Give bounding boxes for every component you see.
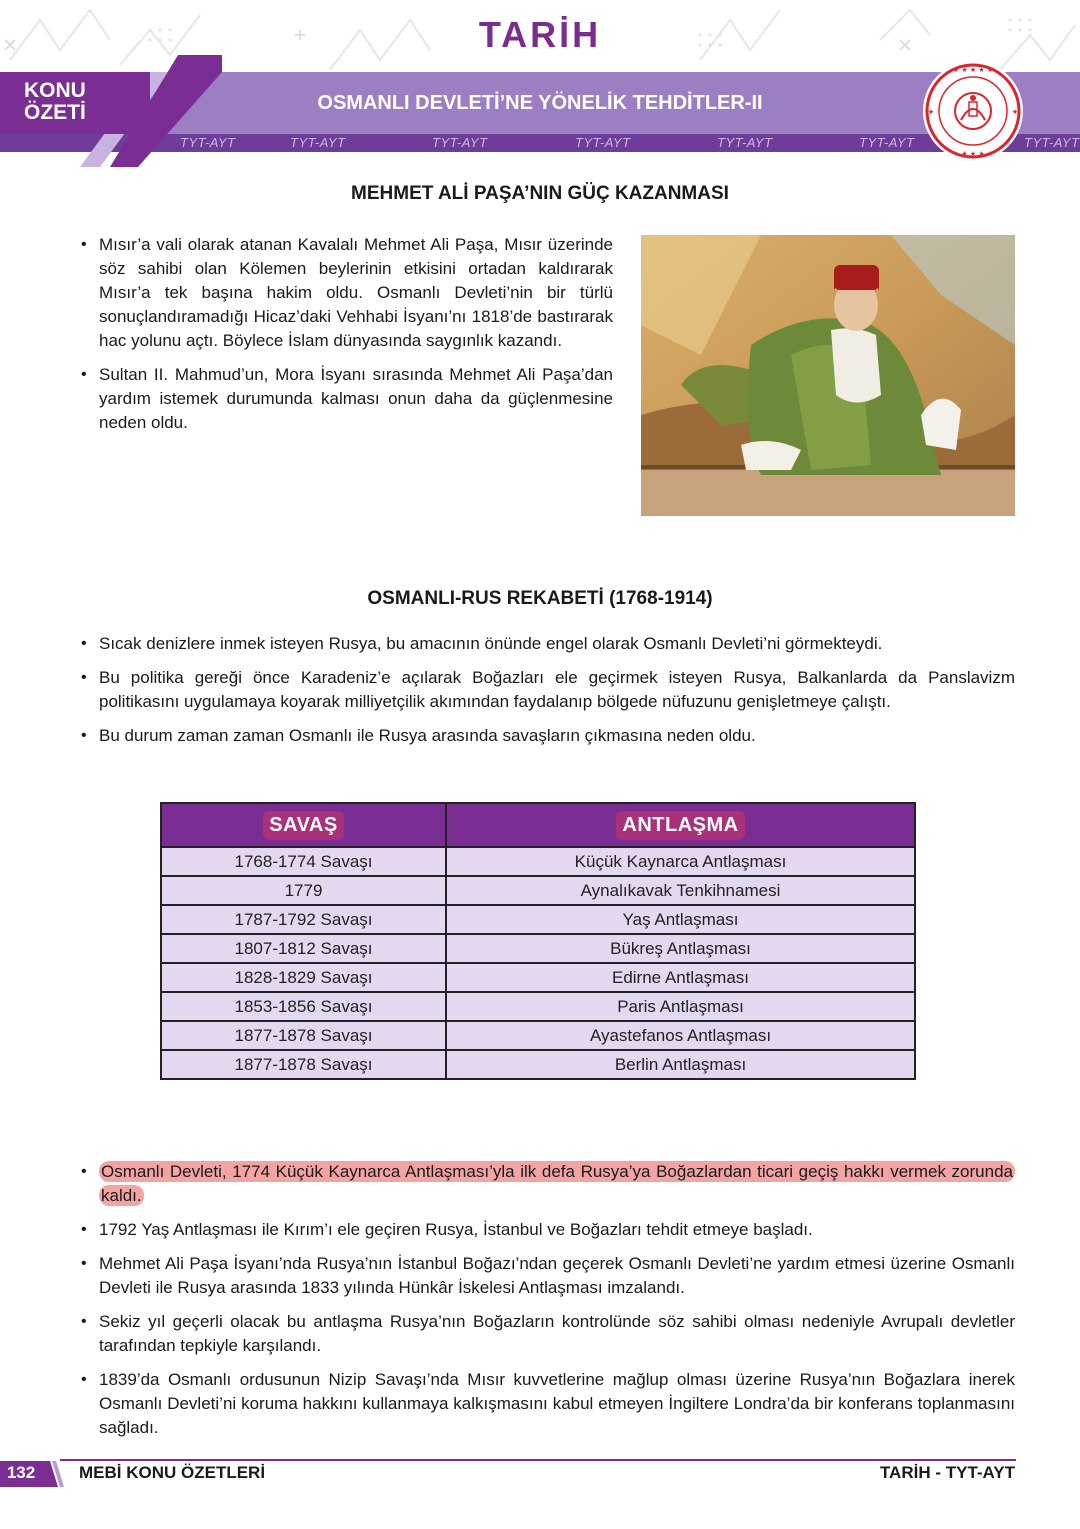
war-cell: 1807-1812 Savaşı xyxy=(161,934,446,963)
war-cell: 1787-1792 Savaşı xyxy=(161,905,446,934)
treaty-cell: Berlin Antlaşması xyxy=(446,1050,915,1079)
list-item: • Bu politika gereği önce Karadeniz’e açılarak Boğazları ele geçirmek isteyen Rusya, Balkanlarda da Panslavizm politikasını uygulamaya koyarak milliyetçilik akımından faydalanıp bölgede nüfuzunu genişletmeye çalıştı. xyxy=(81,666,1015,714)
footer-subject: TARİH - TYT-AYT xyxy=(879,1463,1015,1482)
konu-ozeti-label xyxy=(24,80,86,124)
section-title-mehmet-ali: MEHMET ALİ PAŞA’NIN GÜÇ KAZANMASI xyxy=(351,183,729,204)
war-cell: 1877-1878 Savaşı xyxy=(161,1050,446,1079)
tyt-tag: TYT-AYT xyxy=(1024,135,1080,150)
war-cell: 1877-1878 Savaşı xyxy=(161,1021,446,1050)
war-treaty-table xyxy=(160,802,916,1080)
treaty-cell: Edirne Antlaşması xyxy=(446,963,915,992)
tyt-tag: TYT-AYT xyxy=(717,135,773,150)
highlighted-text: Osmanlı Devleti, 1774 Küçük Kaynarca Antlaşması’yla ilk defa Rusya’ya Boğazlardan ticari geçiş hakkı vermek zorunda kaldı. xyxy=(101,1162,1013,1205)
mehmet-ali-pasa-portrait xyxy=(641,235,1015,516)
konu-label: KONU xyxy=(24,79,86,102)
treaty-cell: Ayastefanos Antlaşması xyxy=(446,1021,915,1050)
treaty-cell: Küçük Kaynarca Antlaşması xyxy=(446,847,915,876)
table-row xyxy=(161,905,915,934)
section3-bullets xyxy=(81,1160,1015,1450)
header-antlasma xyxy=(446,803,915,847)
table-row xyxy=(161,934,915,963)
tyt-tag: TYT-AYT xyxy=(575,135,631,150)
tyt-tag: TYT-AYT xyxy=(432,135,488,150)
page-title: OSMANLI DEVLETİ’NE YÖNELİK TEHDİTLER-II xyxy=(317,92,763,114)
treaty-cell: Yaş Antlaşması xyxy=(446,905,915,934)
war-cell: 1828-1829 Savaşı xyxy=(161,963,446,992)
svg-text:★: ★ xyxy=(1011,108,1019,116)
meb-emblem-icon xyxy=(917,62,1029,162)
footer-line xyxy=(60,1459,1016,1461)
list-item: • Sıcak denizlere inmek isteyen Rusya, bu amacının önünde engel olarak Osmanlı Devleti’ni görmekteydi. xyxy=(81,632,1015,656)
table-row xyxy=(161,847,915,876)
treaty-cell: Bükreş Antlaşması xyxy=(446,934,915,963)
treaty-cell: Paris Antlaşması xyxy=(446,992,915,1021)
section-title-osmanli-rus: OSMANLI-RUS REKABETİ (1768-1914) xyxy=(367,588,713,609)
table-header-row xyxy=(161,803,915,847)
list-item-highlighted xyxy=(81,1160,1015,1208)
header-antlasma-label: ANTLAŞMA xyxy=(616,811,744,840)
war-cell: 1779 xyxy=(161,876,446,905)
war-cell: 1768-1774 Savaşı xyxy=(161,847,446,876)
svg-text:★ ★ ★ ★ ★: ★ ★ ★ ★ ★ xyxy=(952,66,994,74)
list-item: • Sultan II. Mahmud’un, Mora İsyanı sırasında Mehmet Ali Paşa’dan yardım istemek durumunda kalması onun daha da güçlenmesine neden oldu. xyxy=(81,363,613,435)
footer-publisher: MEBİ KONU ÖZETLERİ xyxy=(79,1463,266,1482)
section1-bullets xyxy=(81,233,613,445)
svg-text:★ ★ ★ ★ ★: ★ ★ ★ ★ ★ xyxy=(952,150,994,158)
ozeti-label: ÖZETİ xyxy=(24,101,86,124)
table-row xyxy=(161,992,915,1021)
table-row xyxy=(161,1021,915,1050)
tyt-tag: TYT-AYT xyxy=(859,135,915,150)
tyt-tag: TYT-AYT xyxy=(180,135,236,150)
tyt-tag: TYT-AYT xyxy=(290,135,346,150)
table-row xyxy=(161,876,915,905)
war-cell: 1853-1856 Savaşı xyxy=(161,992,446,1021)
subject-title: TARİH xyxy=(478,14,602,55)
list-item: • Mısır’a vali olarak atanan Kavalalı Mehmet Ali Paşa, Mısır üzerinde söz sahibi olan Kölemen beylerinin etkisini ortadan kaldırarak Mısır’a tek başına hakim oldu. Osmanlı Devleti’nin bir türlü sonuçlandıramadığı Hicaz’daki Vehhabi İsyanı’nı 1818’de bastırarak hac yolunu açtı. Böylece İslam dünyasında saygınlık kazandı. xyxy=(81,233,613,353)
svg-text:★: ★ xyxy=(927,108,935,116)
list-item: • 1792 Yaş Antlaşması ile Kırım’ı ele geçiren Rusya, İstanbul ve Boğazları tehdit etmeye başladı. xyxy=(81,1218,1015,1242)
table-row xyxy=(161,1050,915,1079)
table-row xyxy=(161,963,915,992)
list-item: • 1839’da Osmanlı ordusunun Nizip Savaşı’nda Mısır kuvvetlerine mağlup olması üzerine Rusya’nın Boğazlara inerek Osmanlı Devleti’ni koruma hakkını kullanmaya kalkışmasını kabul etmeyen İngiltere Londra’da bir konferans toplanmasını sağladı. xyxy=(81,1368,1015,1440)
header-savas-label: SAVAŞ xyxy=(263,811,343,840)
list-item: • Mehmet Ali Paşa İsyanı’nda Rusya’nın İstanbul Boğazı’ndan geçerek Osmanlı Devleti’ne yardım etmesi üzerine Osmanlı Devleti ile Rusya arasında 1833 yılında Hünkâr İskelesi Antlaşması imzalandı. xyxy=(81,1252,1015,1300)
page-number: 132 xyxy=(6,1463,36,1482)
footer-stripe-icon xyxy=(42,1461,68,1487)
list-item: • Bu durum zaman zaman Osmanlı ile Rusya arasında savaşların çıkmasına neden oldu. xyxy=(81,724,1015,748)
list-item: • Sekiz yıl geçerli olacak bu antlaşma Rusya’nın Boğazların kontrolünde söz sahibi olması nedeniyle Avrupalı devletler tarafından tepkiyle karşılandı. xyxy=(81,1310,1015,1358)
header-savas xyxy=(161,803,446,847)
section2-bullets xyxy=(81,632,1015,758)
treaty-cell: Aynalıkavak Tenkihnamesi xyxy=(446,876,915,905)
